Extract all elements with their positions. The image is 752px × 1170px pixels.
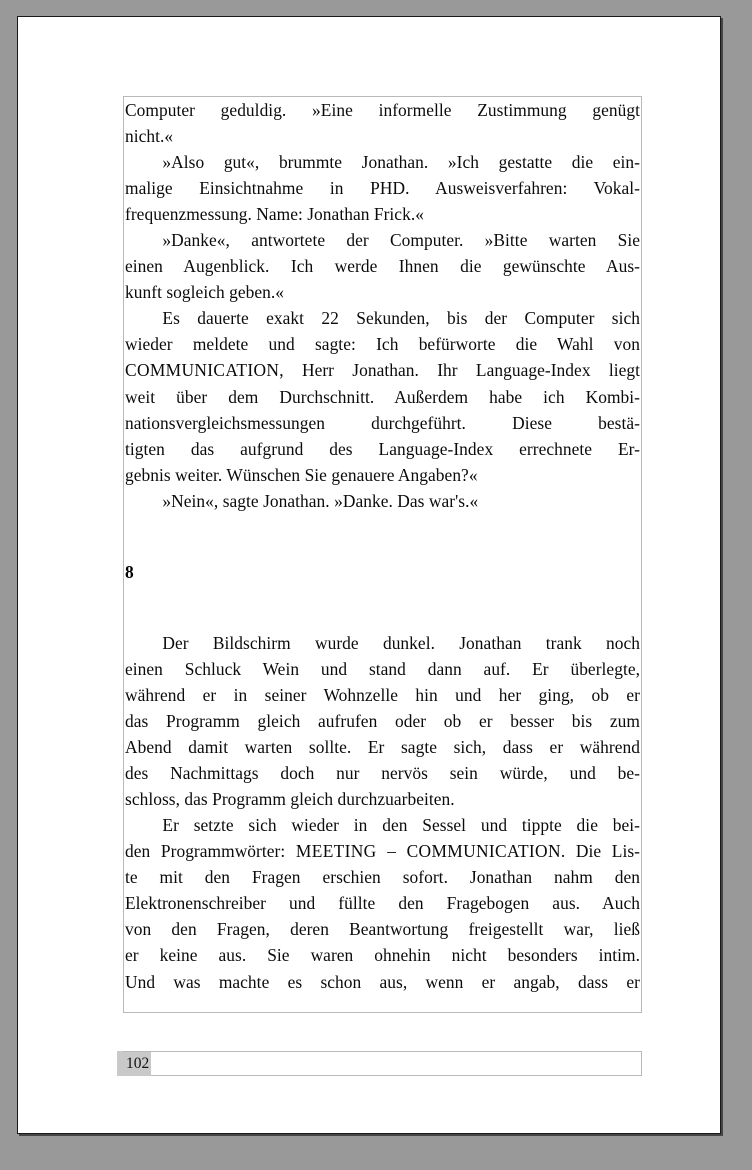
text-line: frequenzmessung. Name: Jonathan Frick.« — [125, 204, 424, 225]
text-line: kunft sogleich geben.« — [125, 282, 285, 303]
text-line-prefix: den Programmwörter: — [125, 841, 296, 862]
paragraph — [125, 149, 640, 227]
text-line: er keine aus. Sie waren ohnehin nicht besonders intim. — [125, 945, 640, 966]
paragraph — [125, 812, 640, 994]
paragraph-spacer — [125, 585, 640, 611]
text-line: Es dauerte exakt 22 Sekunden, bis der Computer sich — [162, 308, 640, 329]
text-line: während er in seiner Wohnzelle hin und her ging, ob er — [125, 684, 640, 705]
text-line: Computer geduldig. »Eine informelle Zustimmung genügt — [125, 100, 640, 120]
text-line: Abend damit warten sollte. Er sagte sich, dass er während — [125, 737, 640, 758]
text-line-remainder: . Die Lis- — [560, 841, 640, 862]
smallcaps-run: MEETING — [295, 841, 377, 862]
text-line: gebnis weiter. Wünschen Sie genauere Angaben?« — [125, 464, 478, 485]
smallcaps-run: COMMUNICATION — [406, 841, 561, 862]
text-line: weit über dem Durchschnitt. Außerdem habe ich Kombi- — [125, 386, 640, 407]
text-line-smallcaps — [125, 838, 640, 864]
body-text-frame[interactable] — [123, 96, 642, 1013]
dash-separator: – — [376, 841, 407, 862]
text-line: einen Schluck Wein und stand dann auf. Er überlegte, — [125, 658, 640, 679]
page-number[interactable]: 102 — [123, 1052, 151, 1076]
text-line: Elektronenschreiber und füllte den Fragebogen aus. Auch — [125, 893, 640, 914]
text-line: von den Fragen, deren Beantwortung freigestellt war, ließ — [125, 919, 640, 940]
text-line: Der Bildschirm wurde dunkel. Jonathan trank noch — [162, 632, 640, 653]
text-line: einen Augenblick. Ich werde Ihnen die gewünschte Aus- — [125, 256, 640, 277]
text-line: des Nachmittags doch nur nervös sein würde, und be- — [125, 763, 640, 784]
text-line: Und was machte es schon aus, wenn er angab, dass er — [125, 971, 640, 992]
paragraph-spacer — [125, 540, 640, 559]
body-text-content[interactable] — [124, 97, 641, 995]
page-number-frame[interactable] — [123, 1051, 642, 1076]
text-line: te mit den Fragen erschien sofort. Jonathan nahm den — [125, 867, 640, 888]
text-line: tigten das aufgrund des Language-Index errechnete Er- — [125, 438, 640, 459]
text-line-smallcaps — [125, 357, 640, 383]
text-line: wieder meldete und sagte: Ich befürworte die Wahl von — [125, 334, 640, 355]
smallcaps-run: COMMUNICATION — [125, 360, 280, 381]
text-line: nationsvergleichsmessungen durchgeführt. Diese bestä- — [125, 412, 640, 433]
page-sheet[interactable] — [17, 16, 721, 1134]
paragraph-spacer — [125, 611, 640, 630]
text-line: »Also gut«, brummte Jonathan. »Ich gestatte die ein- — [162, 152, 640, 173]
paragraph — [125, 630, 640, 812]
text-line: das Programm gleich aufrufen oder ob er besser bis zum — [125, 711, 640, 732]
text-line: malige Einsichtnahme in PHD. Ausweisverfahren: Vokal- — [125, 178, 640, 199]
paragraph — [125, 305, 640, 487]
paragraph — [125, 227, 640, 305]
text-line: »Danke«, antwortete der Computer. »Bitte warten Sie — [162, 230, 640, 251]
text-line: Er setzte sich wieder in den Sessel und tippte die bei- — [162, 815, 640, 836]
paragraph-spacer — [125, 514, 640, 540]
section-heading: 8 — [125, 561, 134, 582]
paragraph — [125, 97, 640, 149]
text-line-remainder: , Herr Jonathan. Ihr Language-Index liegt — [279, 360, 640, 381]
text-line: nicht.« — [125, 126, 174, 147]
text-line: »Nein«, sagte Jonathan. »Danke. Das war's.« — [162, 490, 479, 511]
text-line: schloss, das Programm gleich durchzuarbeiten. — [125, 789, 455, 810]
paragraph — [125, 488, 640, 514]
